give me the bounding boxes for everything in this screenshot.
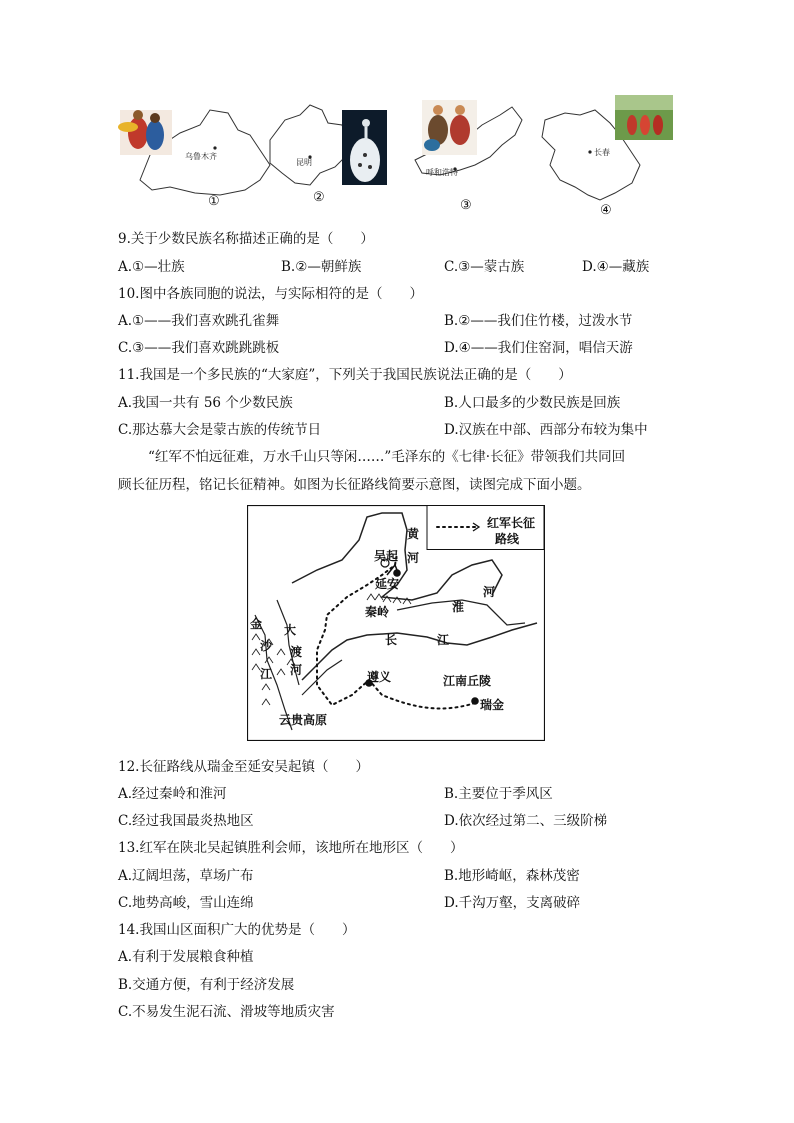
label-he-2: 河 [483,585,496,599]
q11-option-a[interactable]: A.我国一共有 56 个少数民族 [118,395,293,411]
figure-3-wrestlers [422,100,477,155]
map-3-city-label: 呼和浩特 [426,168,458,177]
map-2-number: ② [313,190,325,205]
figure-2-peacock-dancer [342,110,387,185]
q12-option-a[interactable]: A.经过秦岭和淮河 [118,786,227,802]
label-jiang: 江 [437,633,450,647]
label-qinling: 秦岭 [365,605,390,619]
q12-stem: 12.长征路线从瑞金至延安吴起镇（ ） [118,759,369,775]
label-huang: 黄 [407,527,420,541]
label-du: 渡 [290,645,303,659]
label-ruijin: 瑞金 [480,698,505,712]
label-zunyi: 遵义 [367,670,392,684]
label-wuqi: 吴起 [374,549,399,563]
label-sha: 沙 [260,639,273,653]
q10-stem: 10.图中各族同胞的说法，与实际相符的是（ ） [118,286,423,302]
label-jiang-jin: 江 [260,667,273,681]
q13-option-c[interactable]: C.地势高峻，雪山连绵 [118,895,254,911]
legend-label-1: 红军长征 [487,516,536,530]
q13-option-b[interactable]: B.地形崎岖，森林茂密 [444,868,580,884]
label-he-3: 河 [290,663,303,677]
label-he-1: 河 [407,551,420,565]
label-yanan: 延安 [375,577,400,591]
label-jin: 金 [250,617,263,631]
q12-option-c[interactable]: C.经过我国最炎热地区 [118,813,254,829]
passage-line-1: “红军不怕远征难，万水千山只等闲……”毛泽东的《七律·长征》带领我们共同回 [148,449,626,465]
q13-option-a[interactable]: A.辽阔坦荡，草场广布 [118,868,254,884]
q14-stem: 14.我国山区面积广大的优势是（ ） [118,922,356,938]
map-2-yunnan [270,105,348,185]
map-1-number: ① [208,194,220,209]
q9-option-a[interactable]: A.①—壮族 [118,259,185,275]
q13-stem: 13.红军在陕北吴起镇胜利会师，该地所在地形区（ ） [118,840,464,856]
figure-1-dancers [118,110,172,155]
map-4-city-label: 长春 [594,148,610,157]
label-yungui: 云贵高原 [279,713,328,727]
q11-option-b[interactable]: B.人口最多的少数民族是回族 [444,395,621,411]
q10-option-a[interactable]: A.①——我们喜欢跳孔雀舞 [118,313,280,329]
q12-option-b[interactable]: B.主要位于季风区 [444,786,553,802]
q9-option-c[interactable]: C.③—蒙古族 [444,259,525,275]
map-3-number: ③ [460,198,472,213]
q14-option-c[interactable]: C.不易发生泥石流、滑坡等地质灾害 [118,1004,335,1020]
legend-label-2: 路线 [495,532,520,546]
q9-option-d[interactable]: D.④—藏族 [582,259,650,275]
label-chang: 长 [385,633,398,647]
q11-option-d[interactable]: D.汉族在中部、西部分布较为集中 [444,422,648,438]
map-1-city-label: 乌鲁木齐 [185,152,217,161]
q9-option-b[interactable]: B.②—朝鲜族 [281,259,362,275]
figure-4-photo [615,95,673,140]
q12-option-d[interactable]: D.依次经过第二、三级阶梯 [444,813,608,829]
q14-option-a[interactable]: A.有利于发展粮食种植 [118,949,254,965]
q10-option-b[interactable]: B.②——我们住竹楼，过泼水节 [444,313,633,329]
map-4-number: ④ [600,203,612,218]
label-da: 大 [284,623,297,637]
q11-stem: 11.我国是一个多民族的“大家庭”，下列关于我国民族说法正确的是（ ） [118,367,572,383]
q11-option-c[interactable]: C.那达慕大会是蒙古族的传统节日 [118,422,322,438]
q9-stem: 9.关于少数民族名称描述正确的是（ ） [118,231,374,247]
q10-option-d[interactable]: D.④——我们住窑洞，唱信天游 [444,340,633,356]
long-march-map [247,505,545,741]
passage-line-2: 顾长征历程，铭记长征精神。如图为长征路线简要示意图，读图完成下面小题。 [118,477,591,493]
map-2-city-label: 昆明 [296,158,312,167]
q10-option-c[interactable]: C.③——我们喜欢跳跳跳板 [118,340,280,356]
q13-option-d[interactable]: D.千沟万壑，支离破碎 [444,895,581,911]
q14-option-b[interactable]: B.交通方便，有利于经济发展 [118,977,295,993]
label-jiangnan: 江南丘陵 [443,674,492,688]
label-huai: 淮 [452,600,465,614]
